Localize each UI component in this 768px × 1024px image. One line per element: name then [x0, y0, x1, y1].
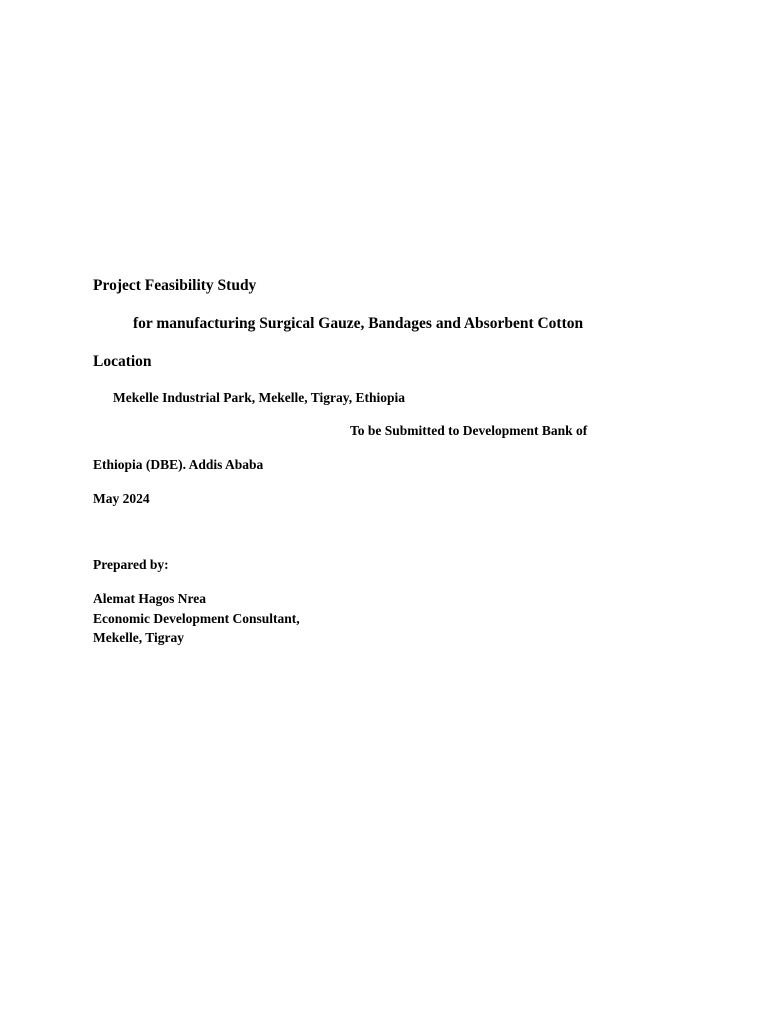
prepared-by-label: Prepared by:: [93, 557, 169, 572]
author-location: Mekelle, Tigray: [93, 630, 184, 645]
document-title: Project Feasibility Study: [93, 277, 257, 294]
document-date: May 2024: [93, 491, 150, 506]
project-purpose: for manufacturing Surgical Gauze, Bandages and Absorbent Cotton: [133, 315, 584, 332]
author-title: Economic Development Consultant,: [93, 611, 300, 626]
location-text: Mekelle Industrial Park, Mekelle, Tigray, Ethiopia: [113, 390, 406, 405]
location-heading: Location: [93, 353, 152, 370]
submission-line-2: Ethiopia (DBE). Addis Ababa: [93, 457, 264, 472]
author-name: Alemat Hagos Nrea: [93, 591, 206, 606]
submission-line-1: To be Submitted to Development Bank of: [350, 423, 588, 438]
